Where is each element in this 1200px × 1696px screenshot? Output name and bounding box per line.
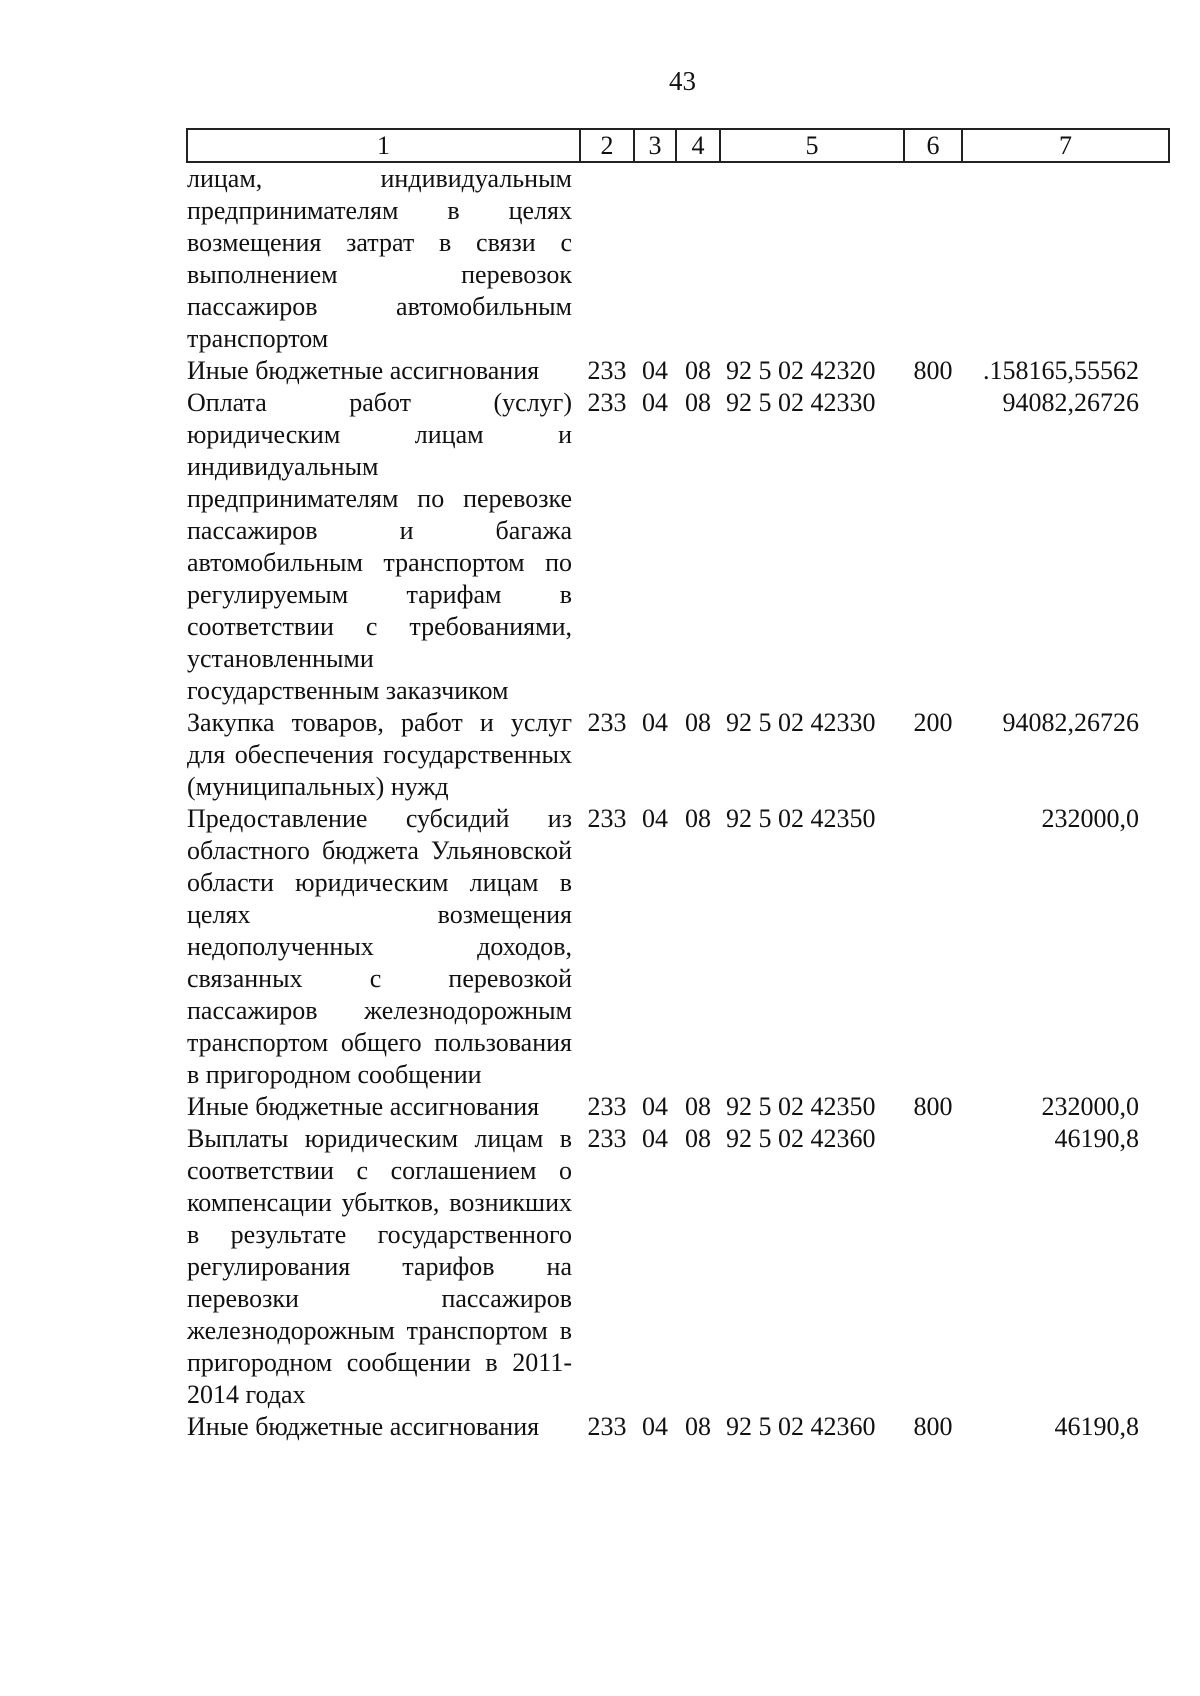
row-description: Иные бюджетные ассигнования bbox=[187, 1412, 540, 1441]
row-expense-type bbox=[904, 387, 962, 707]
row-subsection-code: 08 bbox=[685, 356, 711, 385]
row-target-article: 92 5 02 42350 bbox=[726, 804, 876, 833]
row-admin-code: 233 bbox=[587, 804, 627, 833]
row-subsection-code: 08 bbox=[685, 388, 711, 417]
header-col-6: 6 bbox=[904, 129, 962, 162]
row-admin-code: 233 bbox=[587, 708, 627, 737]
table-row bbox=[187, 162, 1169, 355]
row-section-code bbox=[634, 162, 676, 355]
row-description: Иные бюджетные ассигнования bbox=[187, 356, 540, 385]
header-row bbox=[187, 129, 1169, 162]
row-section-code: 04 bbox=[642, 708, 668, 737]
table-row bbox=[187, 387, 1169, 707]
row-section-code: 04 bbox=[642, 1092, 668, 1121]
row-description: Закупка товаров, работ и услуг для обеспечения государственных (муниципальных) нужд bbox=[187, 708, 572, 801]
row-amount: 232000,0 bbox=[1041, 804, 1139, 833]
row-amount: 46190,8 bbox=[1054, 1412, 1139, 1441]
row-section-code: 04 bbox=[642, 388, 668, 417]
row-section-code: 04 bbox=[642, 1124, 668, 1153]
header-col-1: 1 bbox=[187, 129, 580, 162]
row-amount: .158165,55562 bbox=[983, 356, 1139, 385]
row-target-article: 92 5 02 42330 bbox=[726, 388, 876, 417]
row-amount bbox=[962, 162, 1169, 355]
table-row bbox=[187, 1411, 1169, 1443]
row-admin-code bbox=[580, 162, 634, 355]
row-expense-type: 800 bbox=[913, 356, 953, 385]
row-subsection-code: 08 bbox=[685, 1092, 711, 1121]
row-amount: 46190,8 bbox=[1054, 1124, 1139, 1153]
row-subsection-code: 08 bbox=[685, 1124, 711, 1153]
row-expense-type bbox=[904, 162, 962, 355]
row-description: Предоставление субсидий из областного бюджета Ульяновской области юридическим лицам в целях возмещения недополученных доходов, связанных с перевозкой пассажиров железнодорожным транспортом общего пользования в пригородном сообщении bbox=[187, 804, 572, 1089]
row-target-article: 92 5 02 42360 bbox=[726, 1412, 876, 1441]
row-subsection-code: 08 bbox=[685, 708, 711, 737]
row-section-code: 04 bbox=[642, 1412, 668, 1441]
table-row bbox=[187, 707, 1169, 803]
row-admin-code: 233 bbox=[587, 356, 627, 385]
row-target-article: 92 5 02 42350 bbox=[726, 1092, 876, 1121]
header-col-5: 5 bbox=[720, 129, 904, 162]
row-admin-code: 233 bbox=[587, 1124, 627, 1153]
table-row bbox=[187, 1123, 1169, 1411]
table-header bbox=[187, 129, 1169, 162]
page-number: 43 bbox=[669, 66, 696, 96]
row-target-article: 92 5 02 42330 bbox=[726, 708, 876, 737]
row-subsection-code: 08 bbox=[685, 804, 711, 833]
row-target-article: 92 5 02 42320 bbox=[726, 356, 876, 385]
row-subsection-code bbox=[676, 162, 720, 355]
row-expense-type bbox=[904, 1123, 962, 1411]
row-admin-code: 233 bbox=[587, 1092, 627, 1121]
row-section-code: 04 bbox=[642, 356, 668, 385]
row-section-code: 04 bbox=[642, 804, 668, 833]
table-body bbox=[187, 162, 1169, 1443]
budget-table bbox=[186, 128, 1170, 1443]
table-row bbox=[187, 803, 1169, 1091]
row-description: Выплаты юридическим лицам в соответствии с соглашением о компенсации убытков, возникших в результате государственного регулирования тарифов на перевозки пассажиров железнодорожным транспортом в пригородном сообщении в 2011-2014 годах bbox=[187, 1124, 572, 1409]
row-admin-code: 233 bbox=[587, 388, 627, 417]
row-target-article: 92 5 02 42360 bbox=[726, 1124, 876, 1153]
table-row bbox=[187, 355, 1169, 387]
header-col-4: 4 bbox=[676, 129, 720, 162]
row-expense-type: 800 bbox=[913, 1412, 953, 1441]
row-expense-type: 200 bbox=[913, 708, 953, 737]
row-target-article bbox=[720, 162, 904, 355]
row-amount: 94082,26726 bbox=[1002, 708, 1139, 737]
table-row bbox=[187, 1091, 1169, 1123]
header-col-2: 2 bbox=[580, 129, 634, 162]
row-description: Иные бюджетные ассигнования bbox=[187, 1092, 540, 1121]
row-description: Оплата работ (услуг) юридическим лицам и индивидуальным предпринимателям по перевозке пассажиров и багажа автомобильным транспортом по регулируемым тарифам в соответствии с требованиями, установленными государственным заказчиком bbox=[187, 388, 572, 705]
row-expense-type: 800 bbox=[913, 1092, 953, 1121]
row-expense-type bbox=[904, 803, 962, 1091]
header-col-3: 3 bbox=[634, 129, 676, 162]
row-description: лицам, индивидуальным предпринимателям в целях возмещения затрат в связи с выполнением перевозок пассажиров автомобильным транспортом bbox=[187, 164, 572, 353]
row-amount: 94082,26726 bbox=[1002, 388, 1139, 417]
row-amount: 232000,0 bbox=[1041, 1092, 1139, 1121]
row-subsection-code: 08 bbox=[685, 1412, 711, 1441]
header-col-7: 7 bbox=[962, 129, 1169, 162]
row-admin-code: 233 bbox=[587, 1412, 627, 1441]
